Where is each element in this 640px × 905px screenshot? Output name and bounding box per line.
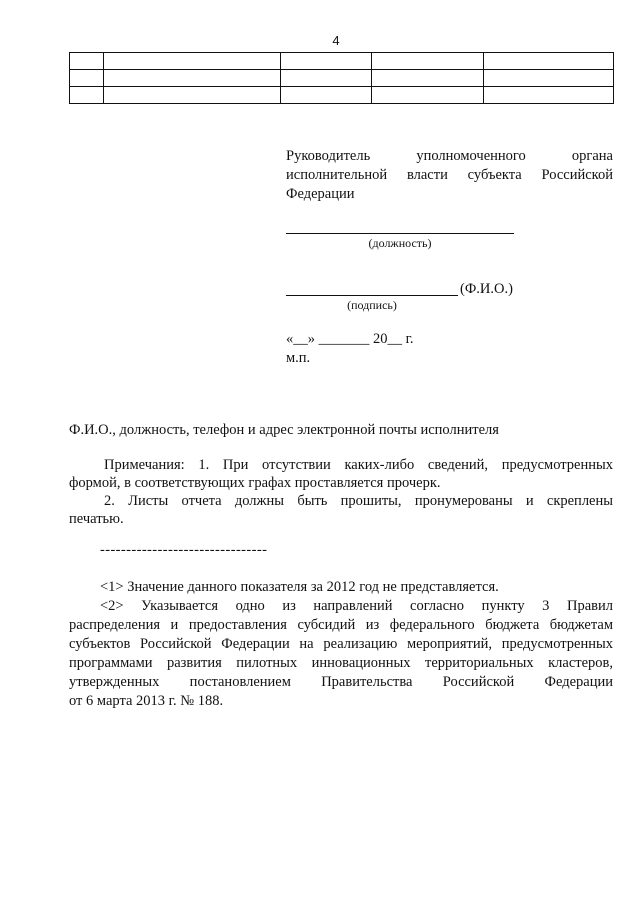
date-line: «__» _______ 20__ г. [286, 331, 414, 347]
table-cell [372, 53, 484, 70]
note1-line1: Примечания: 1. При отсутствии каких-либо сведений, предусмотренных [104, 457, 613, 473]
fio-label: (Ф.И.О.) [460, 281, 513, 297]
footnote-2-line2: распределения и предоставления субсидий из федерального бюджета бюджетам [69, 617, 613, 633]
head-title-line2: исполнительной власти субъекта Российской [286, 167, 613, 183]
footnote-2-line4: программами развития пилотных инновационных территориальных кластеров, [69, 655, 613, 671]
table-cell [70, 53, 104, 70]
table-cell [484, 70, 614, 87]
note1-line2: формой, в соответствующих графах проставляется прочерк. [69, 475, 441, 491]
position-caption: (должность) [368, 236, 432, 250]
table-row [70, 87, 614, 104]
table-cell [484, 87, 614, 104]
footnote-2-line1: <2> Указывается одно из направлений согласно пункту 3 Правил [100, 598, 613, 614]
note2-line2: печатью. [69, 511, 124, 527]
table-cell [104, 87, 281, 104]
table-cell [281, 70, 372, 87]
page-number: 4 [332, 33, 340, 48]
signature-caption: (подпись) [347, 298, 397, 312]
position-line [286, 233, 514, 234]
table-row [70, 70, 614, 87]
signature-line [286, 295, 458, 296]
head-title-word: Руководитель [286, 148, 371, 164]
footnote-2-line5: утвержденных постановлением Правительства Российской Федерации [69, 674, 613, 690]
table-cell [104, 53, 281, 70]
table-row [70, 53, 614, 70]
head-title-line1 [286, 147, 613, 165]
stamp-label: м.п. [286, 350, 311, 366]
executor-line: Ф.И.О., должность, телефон и адрес электронной почты исполнителя [69, 422, 499, 438]
table-cell [281, 53, 372, 70]
table-cell [372, 87, 484, 104]
footnote-1: <1> Значение данного показателя за 2012 год не представляется. [100, 579, 499, 595]
footnote-2-line6: от 6 марта 2013 г. № 188. [69, 693, 224, 709]
head-title-word: уполномоченного [416, 148, 526, 164]
footnote-separator: -------------------------------- [100, 542, 268, 558]
table-cell [281, 87, 372, 104]
table-cell [484, 53, 614, 70]
table-cell [70, 70, 104, 87]
table-cell [372, 70, 484, 87]
note2-line1: 2. Листы отчета должны быть прошиты, пронумерованы и скреплены [104, 493, 613, 509]
report-table [69, 52, 614, 104]
table-cell [70, 87, 104, 104]
table-cell [104, 70, 281, 87]
footnote-2-line3: субъектов Российской Федерации на реализацию мероприятий, предусмотренных [69, 636, 613, 652]
head-title-line3: Федерации [286, 186, 355, 202]
head-title-word: органа [571, 148, 613, 164]
